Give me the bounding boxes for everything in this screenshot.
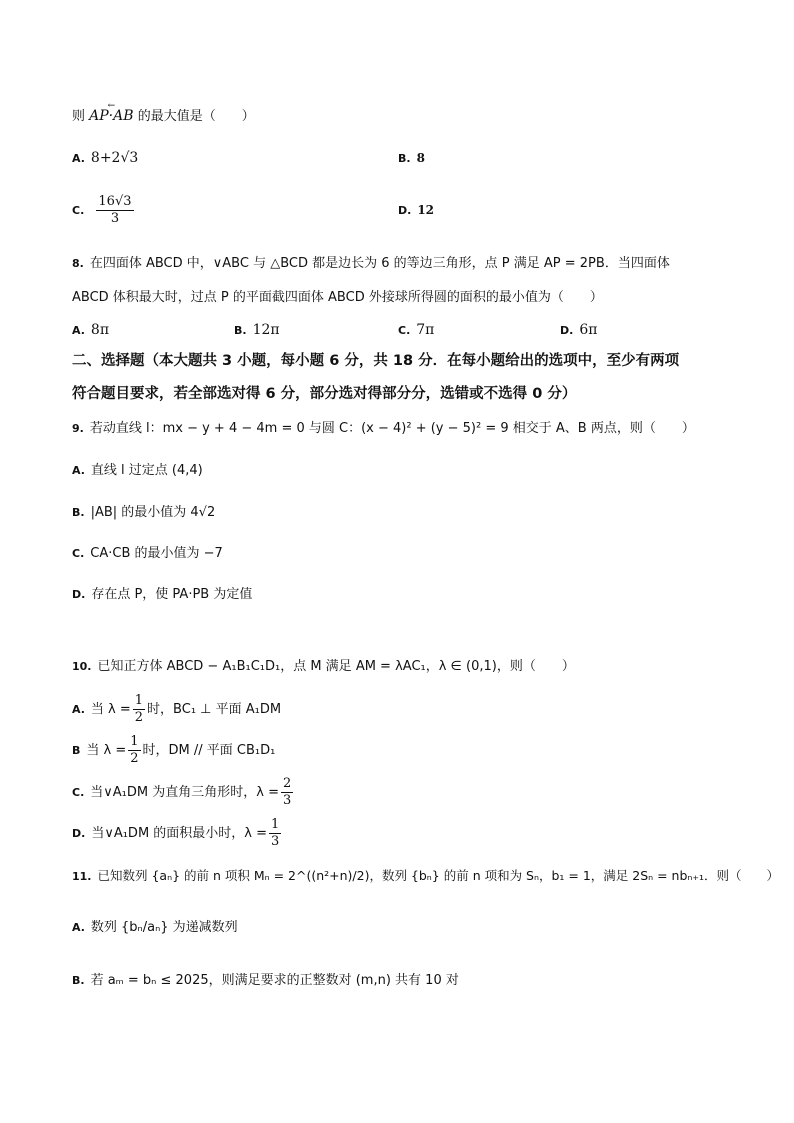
- q9-option-d[interactable]: [72, 585, 252, 605]
- q8-option-c[interactable]: [398, 320, 434, 341]
- section-2-heading-line1: 二、选择题（本大题共 3 小题，每小题 6 分，共 18 分．在每小题给出的选项中，至少有两项: [72, 353, 680, 369]
- option-label: C.: [72, 204, 85, 217]
- q7-option-a[interactable]: [72, 148, 138, 169]
- option-label: B.: [398, 152, 411, 165]
- q10-text: 已知正方体 ABCD − A₁B₁C₁D₁，点 M 满足 AM = λAC₁，λ ∈ (0,1)，则（ ）: [97, 659, 575, 674]
- q9-option-c[interactable]: [72, 544, 223, 564]
- option-text-post: 时，BC₁ ⊥ 平面 A₁DM: [147, 702, 282, 717]
- q8-option-d[interactable]: [560, 320, 597, 341]
- q8-stem-line1: [72, 254, 670, 274]
- q11-stem: [72, 866, 779, 887]
- q11-option-a[interactable]: [72, 918, 238, 938]
- fraction: [281, 776, 293, 809]
- q10-option-d[interactable]: [72, 814, 283, 854]
- fraction-numerator: 2: [282, 776, 292, 791]
- q9-stem: [72, 419, 695, 439]
- fraction-denominator: 3: [271, 834, 280, 849]
- option-text: 直线 l 过定点 (4,4): [90, 463, 203, 478]
- option-label: C.: [72, 786, 85, 799]
- fraction-denominator: 2: [130, 751, 139, 766]
- option-label: B.: [72, 506, 85, 519]
- option-text: 8+2√3: [90, 150, 139, 166]
- q9-text: 若动直线 l：mx − y + 4 − 4m = 0 与圆 C：(x − 4)² + (y − 5)² = 9 相交于 A、B 两点，则（ ）: [89, 421, 695, 436]
- option-text-post: 时，DM // 平面 CB₁D₁: [142, 743, 276, 758]
- option-text: 8π: [90, 322, 110, 338]
- option-label: B: [72, 744, 81, 757]
- question-number: 11.: [72, 870, 92, 883]
- option-label: D.: [72, 588, 86, 601]
- q8-stem-line2: [72, 288, 603, 308]
- q11-option-b[interactable]: [72, 971, 459, 991]
- option-text: 存在点 P，使 PA·PB 为定值: [91, 587, 253, 602]
- option-text-pre: 当 λ =: [90, 702, 131, 717]
- option-text: 若 aₘ = bₙ ≤ 2025，则满足要求的正整数对 (m,n) 共有 10 对: [90, 973, 459, 988]
- fraction: [269, 817, 281, 850]
- section-2-heading-line2: 符合题目要求，若全部选对得 6 分，部分选对得部分分，选错或不选得 0 分）: [72, 386, 577, 402]
- option-text: 12π: [252, 322, 280, 338]
- fraction-numerator: 1: [134, 693, 144, 708]
- option-label: C.: [72, 547, 85, 560]
- fraction-denominator: 2: [134, 710, 144, 725]
- option-label: D.: [398, 204, 412, 217]
- option-label: A.: [72, 152, 85, 165]
- q11-text: 已知数列 {aₙ} 的前 n 项积 Mₙ = 2^((n²+n)/2)，数列 {bₙ} 的前 n 项和为 Sₙ，b₁ = 1，满足 2Sₙ = nbₙ₊₁．则（ ）: [97, 868, 780, 883]
- option-label: D.: [72, 827, 86, 840]
- q8-text-line2: ABCD 体积最大时，过点 P 的平面截四面体 ABCD 外接球所得圆的面积的最小值为（ ）: [72, 290, 603, 305]
- option-text: 7π: [416, 322, 435, 338]
- q7-option-b[interactable]: [398, 148, 425, 169]
- option-label: B.: [72, 974, 85, 987]
- option-label: D.: [560, 324, 574, 337]
- fraction: [96, 194, 133, 227]
- question-number: 9.: [72, 422, 84, 435]
- fraction-denominator: 3: [282, 793, 292, 808]
- option-label: A.: [72, 921, 85, 934]
- q7-prefix: 则: [72, 109, 86, 124]
- q9-option-a[interactable]: [72, 461, 203, 481]
- q10-option-a[interactable]: [72, 690, 281, 730]
- fraction-numerator: 16√3: [98, 194, 132, 209]
- fraction-numerator: 1: [130, 734, 139, 749]
- question-number: 8.: [72, 257, 84, 270]
- option-text: |AB| 的最小值为 4√2: [90, 505, 216, 520]
- q8-option-b[interactable]: [234, 320, 280, 341]
- fraction: [128, 734, 140, 767]
- q10-option-c[interactable]: [72, 773, 295, 813]
- option-label: A.: [72, 464, 85, 477]
- option-text: 8: [416, 151, 425, 165]
- option-label: A.: [72, 324, 85, 337]
- question-number: 10.: [72, 660, 92, 673]
- q7-stem-tail: [72, 106, 255, 127]
- q10-option-b[interactable]: [72, 731, 275, 771]
- fraction-numerator: 1: [271, 817, 280, 832]
- q7-expr: [89, 108, 133, 124]
- option-label: B.: [234, 324, 247, 337]
- option-text-pre: 当∨A₁DM 的面积最小时，λ =: [91, 826, 268, 841]
- q7-option-d[interactable]: [398, 200, 434, 221]
- q10-stem: [72, 657, 575, 677]
- option-text: 数列 {bₙ/aₙ} 为递减数列: [90, 920, 238, 935]
- q8-text-line1: 在四面体 ABCD 中，∨ABC 与 △BCD 都是边长为 6 的等边三角形，点 P 满足 AP = 2PB．当四面体: [89, 256, 670, 271]
- option-label: A.: [72, 703, 85, 716]
- option-text: CA·CB 的最小值为 −7: [90, 546, 223, 561]
- q9-option-b[interactable]: [72, 503, 215, 523]
- option-text: 12: [417, 203, 435, 217]
- option-text-pre: 当 λ =: [86, 743, 127, 758]
- option-text-pre: 当∨A₁DM 为直角三角形时，λ =: [90, 785, 279, 800]
- option-label: C.: [398, 324, 411, 337]
- q7-vector-expr: ← AP·AB: [89, 106, 133, 126]
- q8-option-a[interactable]: [72, 320, 109, 341]
- q7-option-c[interactable]: [72, 191, 136, 231]
- q7-suffix: 的最大值是（ ）: [137, 109, 255, 124]
- option-text: 6π: [579, 322, 598, 338]
- fraction-denominator: 3: [110, 211, 120, 226]
- fraction: [133, 693, 145, 726]
